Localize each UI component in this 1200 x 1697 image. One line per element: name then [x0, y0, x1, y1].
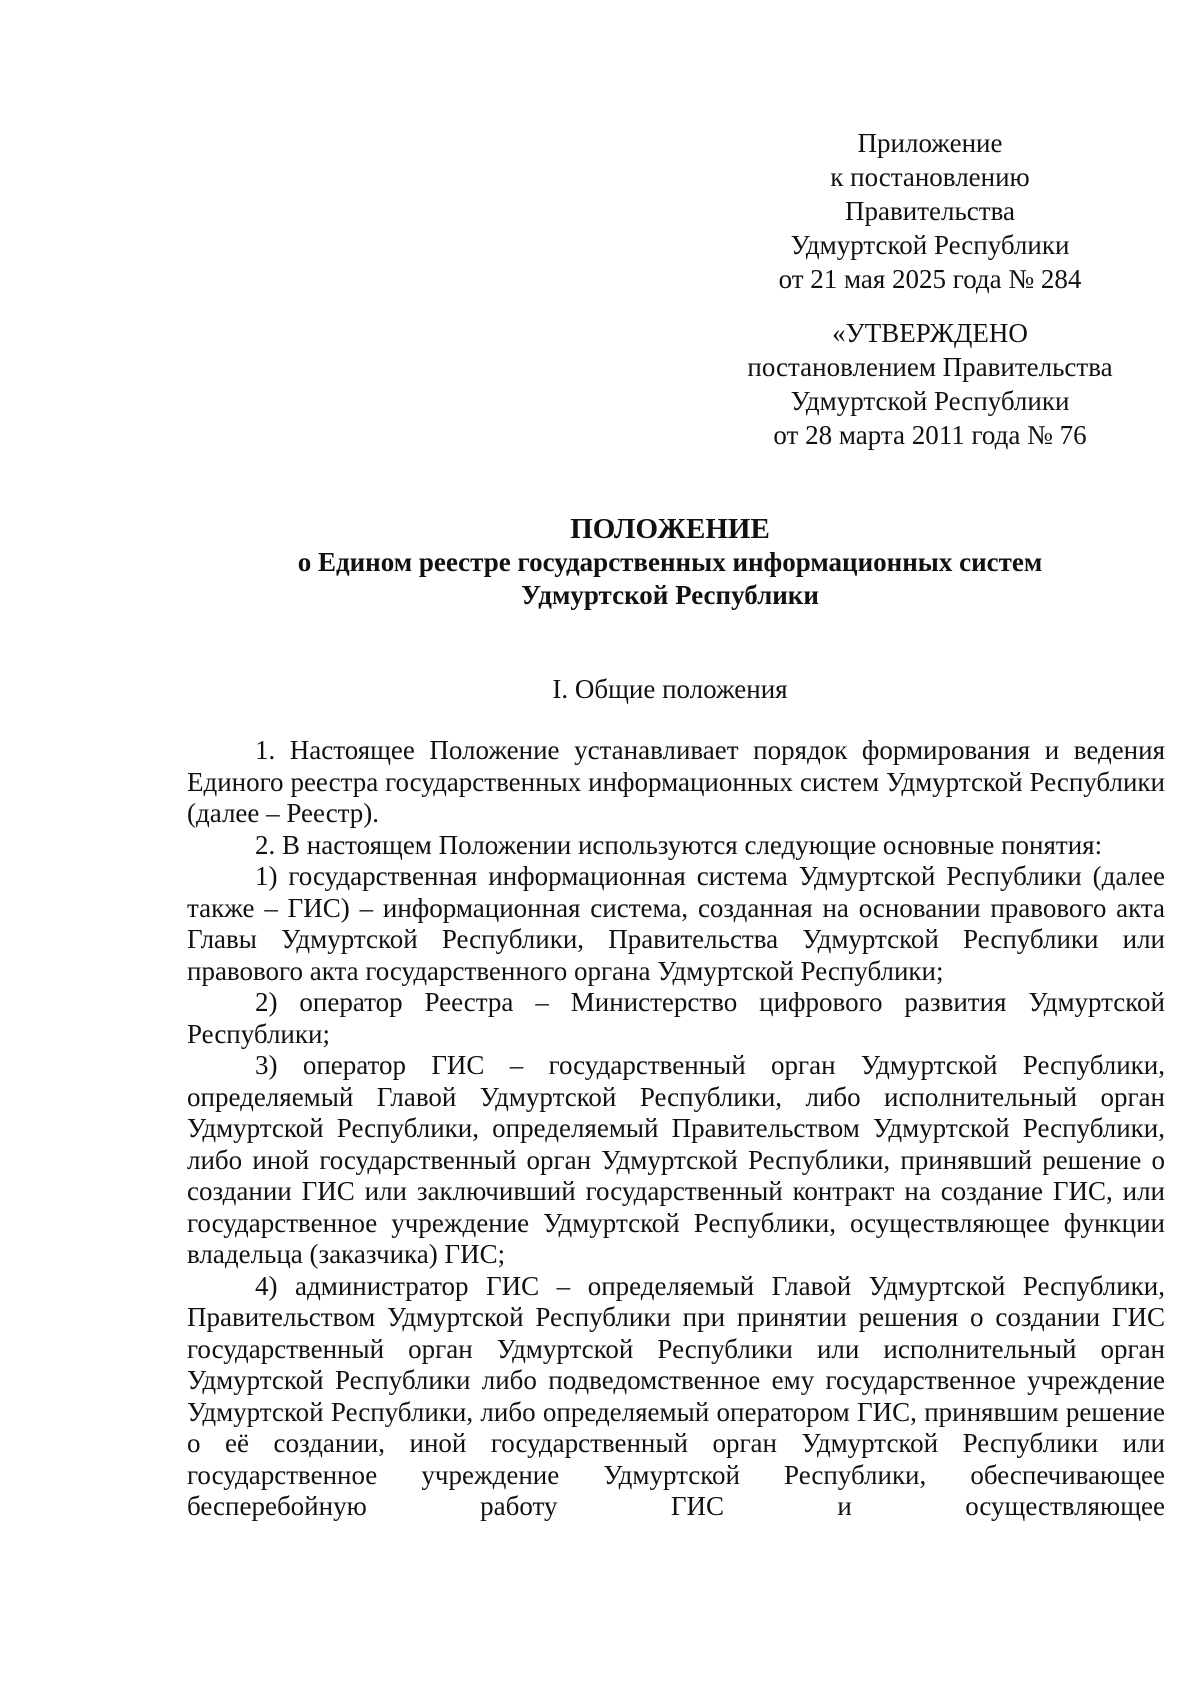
section-heading: I. Общие положения: [552, 674, 788, 704]
title-main: ПОЛОЖЕНИЕ: [570, 513, 770, 545]
paragraph: 3) оператор ГИС – государственный орган Удмуртской Республики, определяемый Главой Удмуртской Республики, либо исполнительный орган Удмуртской Республики, определяемый Правительством Удмуртской Республики, либо иной государственный орган Удмуртской Республики, принявший решение о создании ГИС или заключивший государственный контракт на создание ГИС, или государственное учреждение Удмуртской Республики, осуществляющее функции владельца (заказчика) ГИС;: [187, 1050, 1165, 1269]
appendix-header: [750, 126, 1110, 296]
approval-line: Удмуртской Республики: [790, 386, 1070, 416]
appendix-line: от 21 мая 2025 года № 284: [778, 264, 1082, 294]
paragraph: 2. В настоящем Положении используются следующие основные понятия:: [255, 829, 1103, 860]
appendix-line: Приложение: [857, 128, 1003, 158]
appendix-line: к постановлению Правительства: [830, 162, 1030, 226]
approval-stamp-block: [740, 316, 1120, 452]
title-subtitle-line: Удмуртской Республики: [521, 580, 819, 610]
approval-line: от 28 марта 2011 года № 76: [773, 420, 1087, 450]
document-title: [190, 512, 1150, 612]
document-body: [187, 735, 1165, 1523]
appendix-line: Удмуртской Республики: [790, 230, 1070, 260]
approval-line: постановлением Правительства: [747, 352, 1113, 382]
paragraph: 1) государственная информационная система Удмуртской Республики (далее также – ГИС) – информационная система, созданная на основании правового акта Главы Удмуртской Республики, Правительства Удмуртской Республики или правового акта государственного органа Удмуртской Республики;: [187, 861, 1165, 986]
paragraph: 2) оператор Реестра – Министерство цифрового развития Удмуртской Республики;: [187, 987, 1165, 1049]
paragraph: 1. Настоящее Положение устанавливает порядок формирования и ведения Единого реестра государственных информационных систем Удмуртской Республики (далее – Реестр).: [187, 735, 1165, 828]
paragraph: 4) администратор ГИС – определяемый Главой Удмуртской Республики, Правительством Удмуртской Республики при принятии решения о создании ГИС государственный орган Удмуртской Республики или исполнительный орган Удмуртской Республики либо подведомственное ему государственное учреждение Удмуртской Республики, либо определяемый оператором ГИС, принявшим решение о её создании, иной государственный орган Удмуртской Республики или государственное учреждение Удмуртской Республики, обеспечивающее бесперебойную работу ГИС и осуществляющее: [187, 1270, 1165, 1521]
approval-line: «УТВЕРЖДЕНО: [832, 318, 1028, 348]
title-subtitle-line: о Едином реестре государственных информационных систем: [297, 547, 1043, 577]
